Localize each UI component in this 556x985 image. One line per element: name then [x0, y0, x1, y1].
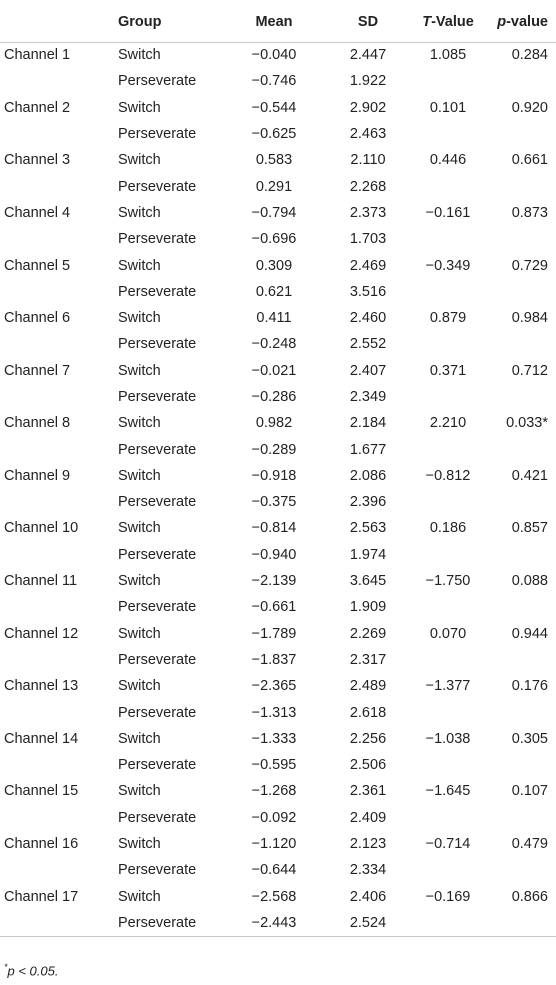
t-value-cell: −0.349 [425, 257, 471, 274]
t-value-cell: −1.038 [425, 730, 471, 747]
mean-cell: 0.982 [255, 415, 293, 432]
channel-label-empty [0, 226, 118, 252]
p-value-cell: 0.033* [506, 415, 548, 432]
p-value-cell-empty [490, 173, 556, 199]
table-row [0, 594, 556, 620]
group-cell: Perseverate [118, 757, 197, 774]
group-cell: Perseverate [118, 546, 197, 563]
header-t-letter: T [422, 13, 432, 30]
channel-label-empty [0, 331, 118, 357]
group-cell: Perseverate [118, 178, 197, 195]
channel-label: Channel 2 [4, 99, 71, 116]
sd-cell: 2.409 [349, 809, 387, 826]
table-row [0, 410, 556, 436]
sd-cell: 2.256 [349, 730, 387, 747]
sd-cell: 2.489 [349, 678, 387, 695]
table-row [0, 200, 556, 226]
table-row [0, 305, 556, 331]
t-value-cell-empty [406, 910, 490, 936]
t-value-cell-empty [406, 647, 490, 673]
table-row [0, 252, 556, 278]
table-row [0, 147, 556, 173]
channel-label-empty [0, 857, 118, 883]
group-cell: Perseverate [118, 494, 197, 511]
mean-cell: −0.021 [251, 362, 297, 379]
t-value-cell: 2.210 [429, 415, 467, 432]
table-row [0, 515, 556, 541]
channel-label-empty [0, 121, 118, 147]
mean-cell: 0.621 [255, 283, 293, 300]
table-row [0, 42, 556, 68]
sd-cell: 2.552 [349, 336, 387, 353]
mean-cell: −0.940 [251, 546, 297, 563]
channel-label: Channel 1 [4, 47, 71, 64]
table-row [0, 752, 556, 778]
group-cell: Switch [118, 678, 161, 695]
sd-cell: 2.447 [349, 47, 387, 64]
table-row [0, 542, 556, 568]
sd-cell: 2.460 [349, 310, 387, 327]
table-row [0, 279, 556, 305]
t-value-cell-empty [406, 68, 490, 94]
p-value-cell-empty [490, 857, 556, 883]
header-sd: SD [330, 2, 406, 42]
sd-cell: 2.268 [349, 178, 387, 195]
channel-label: Channel 3 [4, 152, 71, 169]
t-value-cell-empty [406, 121, 490, 147]
mean-cell: −2.568 [251, 888, 297, 905]
table-row [0, 173, 556, 199]
p-value-cell-empty [490, 121, 556, 147]
t-value-cell: 1.085 [429, 47, 467, 64]
channel-label: Channel 5 [4, 257, 71, 274]
sd-cell: 2.334 [349, 862, 387, 879]
table-row [0, 358, 556, 384]
p-value-cell: 0.305 [511, 730, 548, 747]
channel-label-empty [0, 699, 118, 725]
channel-label: Channel 9 [4, 467, 71, 484]
mean-cell: −0.544 [251, 99, 297, 116]
mean-cell: −1.837 [251, 651, 297, 668]
channel-label: Channel 7 [4, 362, 71, 379]
channel-label-empty [0, 384, 118, 410]
channel-label: Channel 4 [4, 204, 71, 221]
sd-cell: 1.677 [349, 441, 387, 458]
table-row [0, 621, 556, 647]
mean-cell: −0.746 [251, 73, 297, 90]
t-value-cell-empty [406, 226, 490, 252]
mean-cell: 0.291 [255, 178, 293, 195]
sd-cell: 2.618 [349, 704, 387, 721]
channel-label-empty [0, 279, 118, 305]
group-cell: Switch [118, 362, 161, 379]
p-value-cell: 0.866 [511, 888, 548, 905]
header-t-rest: -Value [431, 13, 474, 30]
mean-cell: −0.918 [251, 467, 297, 484]
t-value-cell: 0.371 [429, 362, 467, 379]
table-row [0, 778, 556, 804]
header-t-value [406, 2, 490, 42]
header-p-value [490, 2, 556, 42]
mean-cell: 0.583 [255, 152, 293, 169]
channel-label-empty [0, 68, 118, 94]
sd-cell: 2.317 [349, 651, 387, 668]
p-value-cell-empty [490, 68, 556, 94]
sd-cell: 2.361 [349, 783, 387, 800]
p-value-cell: 0.479 [511, 836, 548, 853]
channel-label-empty [0, 489, 118, 515]
table-row [0, 831, 556, 857]
sd-cell: 2.123 [349, 836, 387, 853]
mean-cell: −1.333 [251, 730, 297, 747]
t-value-cell: 0.879 [429, 310, 467, 327]
channel-label-empty [0, 805, 118, 831]
sd-cell: 2.086 [349, 467, 387, 484]
t-value-cell-empty [406, 489, 490, 515]
mean-cell: −0.644 [251, 862, 297, 879]
table-row [0, 699, 556, 725]
t-value-cell-empty [406, 805, 490, 831]
mean-cell: −0.661 [251, 599, 297, 616]
p-value-cell: 0.920 [511, 99, 548, 116]
sd-cell: 1.974 [349, 546, 387, 563]
t-value-cell: 0.186 [429, 520, 467, 537]
header-p-rest: -value [506, 13, 548, 30]
p-value-cell: 0.857 [511, 520, 548, 537]
mean-cell: −0.289 [251, 441, 297, 458]
header-row [0, 2, 556, 42]
table-row [0, 463, 556, 489]
channel-label-empty [0, 542, 118, 568]
group-cell: Switch [118, 520, 161, 537]
channel-label: Channel 6 [4, 310, 71, 327]
sd-cell: 1.703 [349, 231, 387, 248]
group-cell: Perseverate [118, 599, 197, 616]
mean-cell: −2.139 [251, 573, 297, 590]
p-value-cell: 0.944 [511, 625, 548, 642]
t-value-cell-empty [406, 436, 490, 462]
t-value-cell: 0.070 [429, 625, 467, 642]
group-cell: Switch [118, 467, 161, 484]
p-value-cell-empty [490, 226, 556, 252]
sd-cell: 2.407 [349, 362, 387, 379]
group-cell: Switch [118, 257, 161, 274]
group-cell: Perseverate [118, 126, 197, 143]
p-value-cell-empty [490, 384, 556, 410]
table-row [0, 647, 556, 673]
mean-cell: −0.248 [251, 336, 297, 353]
channel-label-empty [0, 752, 118, 778]
channel-label-empty [0, 910, 118, 936]
channel-label-empty [0, 173, 118, 199]
channel-label: Channel 14 [4, 730, 79, 747]
group-cell: Switch [118, 310, 161, 327]
group-cell: Switch [118, 888, 161, 905]
mean-cell: 0.411 [256, 310, 292, 327]
table-row [0, 726, 556, 752]
table-row [0, 805, 556, 831]
mean-cell: −0.696 [251, 231, 297, 248]
mean-cell: −2.365 [251, 678, 297, 695]
t-value-cell: 0.446 [429, 152, 467, 169]
p-value-cell-empty [490, 752, 556, 778]
sd-cell: 2.110 [350, 152, 386, 169]
p-value-cell: 0.421 [511, 467, 548, 484]
channel-label: Channel 13 [4, 678, 79, 695]
table-row [0, 68, 556, 94]
header-group: Group [118, 2, 218, 42]
footnote-mark: * [4, 962, 8, 972]
t-value-cell: −1.377 [425, 678, 471, 695]
group-cell: Perseverate [118, 651, 197, 668]
p-value-cell-empty [490, 647, 556, 673]
p-value-cell: 0.729 [511, 257, 548, 274]
mean-cell: −0.375 [251, 494, 297, 511]
mean-cell: −1.120 [251, 836, 297, 853]
table-row [0, 384, 556, 410]
group-cell: Perseverate [118, 862, 197, 879]
t-value-cell-empty [406, 384, 490, 410]
p-value-cell-empty [490, 594, 556, 620]
t-value-cell-empty [406, 542, 490, 568]
channel-label: Channel 11 [4, 573, 78, 590]
t-value-cell-empty [406, 331, 490, 357]
t-value-cell: −0.714 [425, 836, 471, 853]
t-value-cell-empty [406, 173, 490, 199]
group-cell: Perseverate [118, 910, 218, 936]
t-value-cell: 0.101 [429, 99, 467, 116]
channel-label: Channel 8 [4, 415, 71, 432]
results-table [0, 2, 556, 937]
p-value-cell: 0.088 [511, 573, 548, 590]
p-value-cell-empty [490, 699, 556, 725]
group-cell: Perseverate [118, 231, 197, 248]
group-cell: Switch [118, 99, 161, 116]
group-cell: Perseverate [118, 283, 197, 300]
mean-cell: −1.268 [251, 783, 297, 800]
p-value-cell-empty [490, 489, 556, 515]
mean-cell: 0.309 [255, 257, 293, 274]
mean-cell: −0.625 [251, 126, 297, 143]
channel-label: Channel 16 [4, 836, 79, 853]
t-value-cell: −0.169 [425, 888, 471, 905]
group-cell: Perseverate [118, 389, 197, 405]
table-row [0, 331, 556, 357]
group-cell: Switch [118, 730, 161, 747]
sd-cell: 2.184 [349, 415, 387, 432]
t-value-cell-empty [406, 699, 490, 725]
group-cell: Switch [118, 47, 161, 64]
group-cell: Switch [118, 836, 161, 853]
p-value-cell-empty [490, 331, 556, 357]
sd-cell: 2.524 [330, 910, 406, 936]
group-cell: Switch [118, 573, 161, 590]
p-value-cell-empty [490, 436, 556, 462]
table-row [0, 226, 556, 252]
table-row [0, 568, 556, 594]
channel-label: Channel 12 [4, 625, 79, 642]
t-value-cell: −1.645 [425, 783, 471, 800]
sd-cell: 2.563 [349, 520, 387, 537]
group-cell: Perseverate [118, 441, 197, 458]
group-cell: Perseverate [118, 704, 197, 721]
group-cell: Switch [118, 415, 161, 432]
t-value-cell-empty [406, 752, 490, 778]
sd-cell: 2.506 [349, 757, 387, 774]
sd-cell: 2.349 [349, 389, 387, 405]
sd-cell: 2.373 [349, 204, 387, 221]
p-value-cell: 0.984 [511, 310, 548, 327]
group-cell: Switch [118, 204, 161, 221]
sd-cell: 2.902 [349, 99, 387, 116]
mean-cell: −0.814 [251, 520, 297, 537]
group-cell: Switch [118, 783, 161, 800]
footnote-text: p < 0.05. [7, 963, 59, 979]
table-row [0, 910, 556, 936]
t-value-cell-empty [406, 279, 490, 305]
mean-cell: −0.595 [251, 757, 297, 774]
table-row [0, 673, 556, 699]
table-body [0, 42, 556, 936]
group-cell: Switch [118, 625, 161, 642]
channel-label-empty [0, 647, 118, 673]
mean-cell: −1.789 [251, 625, 297, 642]
sd-cell: 2.269 [349, 625, 387, 642]
group-cell: Perseverate [118, 336, 197, 353]
table-row [0, 95, 556, 121]
header-mean: Mean [218, 2, 330, 42]
mean-cell: −0.286 [251, 389, 297, 405]
p-value-cell: 0.107 [511, 783, 548, 800]
t-value-cell-empty [406, 594, 490, 620]
sd-cell: 2.469 [349, 257, 387, 274]
p-value-cell: 0.661 [511, 152, 548, 169]
table-row [0, 121, 556, 147]
p-value-cell: 0.176 [511, 678, 548, 695]
sd-cell: 2.396 [349, 494, 387, 511]
p-value-cell: 0.712 [511, 362, 548, 379]
t-value-cell: −0.812 [425, 467, 471, 484]
sd-cell: 3.645 [349, 573, 387, 590]
group-cell: Switch [118, 152, 161, 169]
sd-cell: 2.406 [349, 888, 387, 905]
sd-cell: 3.516 [349, 283, 387, 300]
t-value-cell: −0.161 [425, 204, 471, 221]
table-row [0, 436, 556, 462]
footnote [4, 962, 58, 978]
channel-label-empty [0, 594, 118, 620]
mean-cell: −1.313 [251, 704, 297, 721]
p-value-cell: 0.284 [511, 47, 548, 64]
t-value-cell: −1.750 [425, 573, 471, 590]
p-value-cell-empty [490, 805, 556, 831]
p-value-cell-empty [490, 542, 556, 568]
channel-label: Channel 17 [4, 888, 79, 905]
p-value-cell-empty [490, 279, 556, 305]
group-cell: Perseverate [118, 809, 197, 826]
mean-cell: −0.040 [251, 47, 297, 64]
header-channel [0, 2, 118, 42]
header-p-letter: p [497, 13, 507, 30]
table-row [0, 884, 556, 910]
mean-cell: −2.443 [218, 910, 330, 936]
mean-cell: −0.794 [251, 204, 297, 221]
sd-cell: 1.909 [349, 599, 387, 616]
sd-cell: 2.463 [349, 126, 387, 143]
channel-label: Channel 15 [4, 783, 79, 800]
mean-cell: −0.092 [251, 809, 297, 826]
sd-cell: 1.922 [349, 73, 387, 90]
table-row [0, 857, 556, 883]
group-cell: Perseverate [118, 73, 197, 90]
p-value-cell: 0.873 [511, 204, 548, 221]
table-row [0, 489, 556, 515]
t-value-cell-empty [406, 857, 490, 883]
channel-label-empty [0, 436, 118, 462]
channel-label: Channel 10 [4, 520, 79, 537]
p-value-cell-empty [490, 910, 556, 936]
